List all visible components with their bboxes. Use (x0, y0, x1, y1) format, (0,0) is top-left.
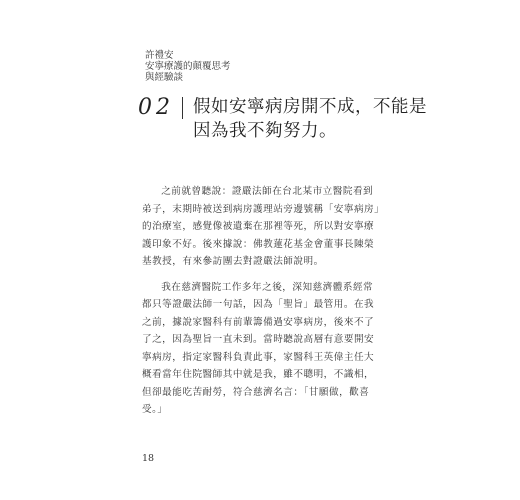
page-number: 18 (142, 453, 155, 464)
chapter-title (193, 95, 427, 143)
body-text (142, 183, 380, 419)
chapter-number: 02 (138, 95, 174, 120)
running-head-author: 許禮安 (145, 50, 174, 61)
chapter-divider (182, 97, 183, 119)
paragraph-2: 我在慈濟醫院工作多年之後，深知慈濟體系經常都只等證嚴法師一句話，因為「聖旨」最管用。在我之前，據說家醫科有前輩籌備過安寧病房，後來不了了之，因為聖旨一直未到。當時聽說高層有意要開安寧病房，指定家醫科負責此事，家醫科王英偉主任大概看當年住院醫師其中就是我，雖不聰明，不識相，但卻最能吃苦耐勞，符合慈濟名言：「甘願做，歡喜受。」 (142, 281, 375, 415)
chapter-title-line-2: 因為我不夠努力。 (193, 121, 337, 141)
paragraph-1: 之前就曾聽說：證嚴法師在台北某市立醫院看到弟子，末期時被送到病房護理站旁邊號稱「安寧病房」的治療室，感覺像被遺棄在那裡等死，所以對安寧療護印象不好。後來據說：佛教蓮花基金會董事長陳榮基教授，有來參訪團去對證嚴法師說明。 (142, 186, 380, 267)
chapter-title-line-1: 假如安寧病房開不成，不能是 (193, 97, 427, 117)
running-head-book-title: 安寧療護的顛覆思考 (145, 61, 231, 72)
chapter-heading (138, 95, 427, 143)
running-head-subtitle: 與經驗談 (145, 72, 184, 83)
running-head (145, 50, 231, 83)
